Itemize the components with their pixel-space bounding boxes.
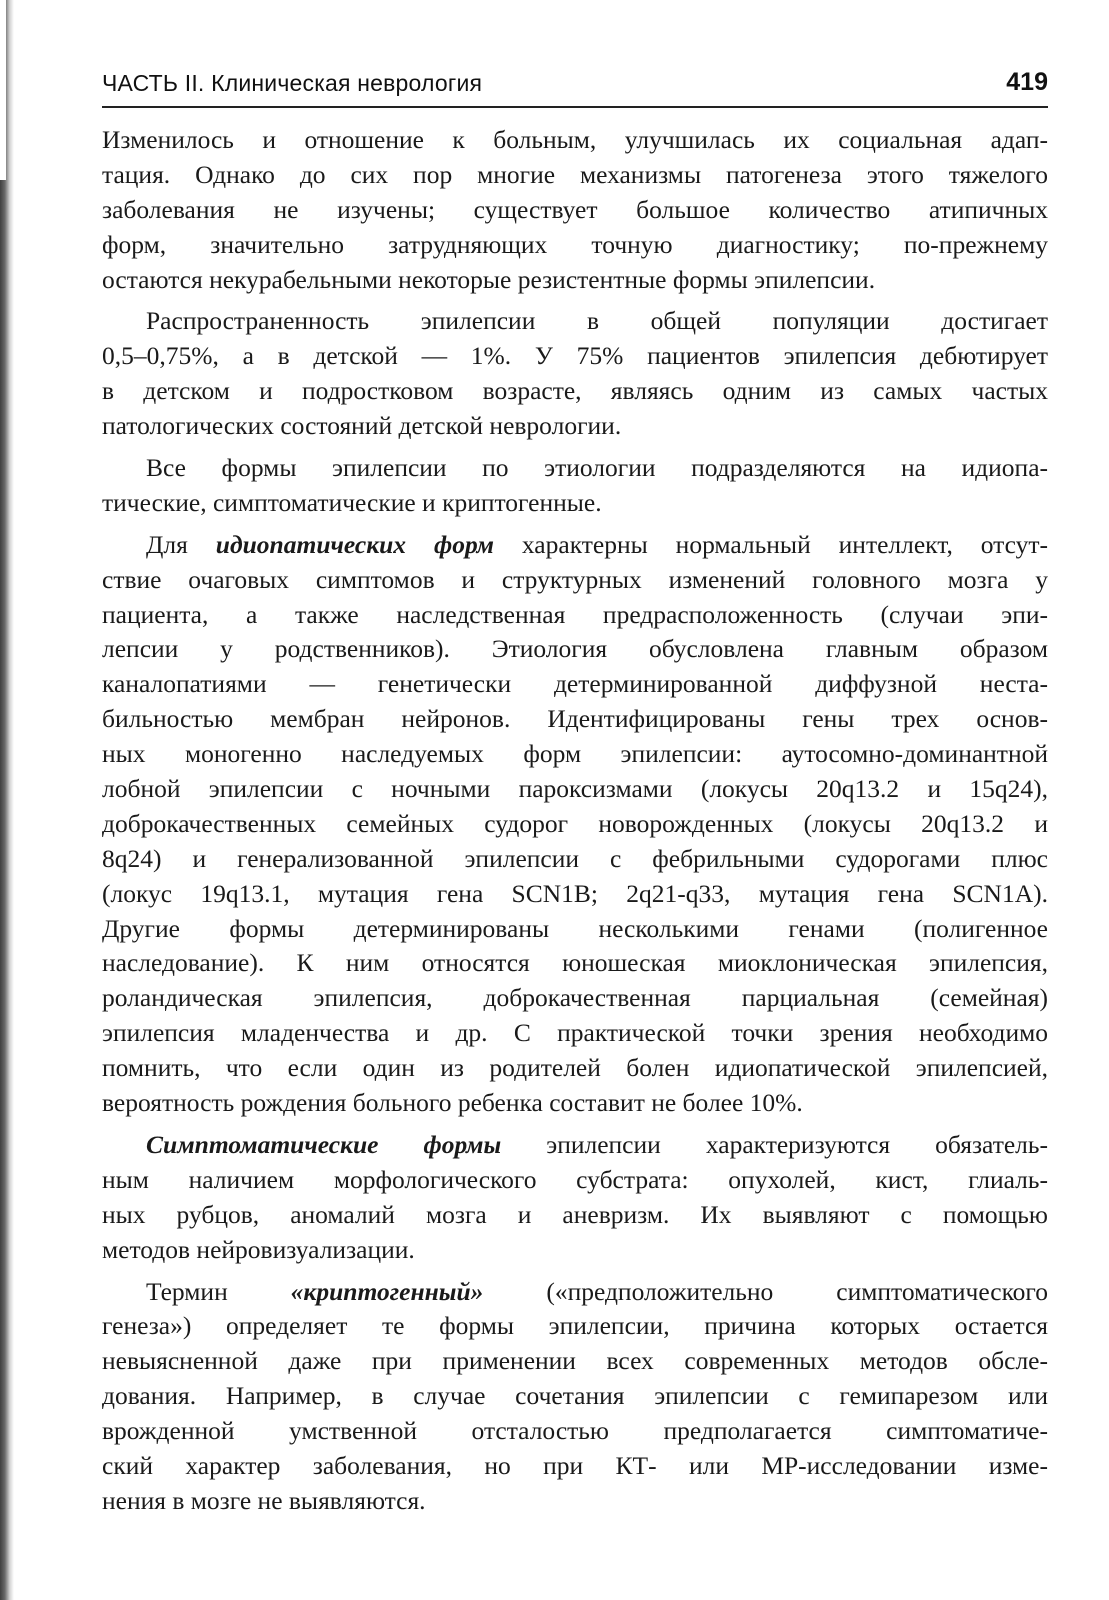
text-run: тация. Однако до сих пор многие механизмы патогенеза этого тяжелого xyxy=(102,159,1048,189)
text-run: роландическая эпилепсия, доброкачественная парциальная (семейная) xyxy=(102,983,1048,1013)
paragraph xyxy=(102,123,1048,297)
text-run: (локус 19q13.1, мутация гена SCN1B; 2q21-q33, мутация гена SCN1A). xyxy=(102,878,1048,908)
running-header xyxy=(102,66,1048,108)
text-line xyxy=(102,158,1048,193)
text-line xyxy=(102,772,1048,807)
text-run: Распространенность эпилепсии в общей популяции достигает xyxy=(146,306,1048,336)
text-line xyxy=(102,1163,1048,1198)
text-line xyxy=(102,598,1048,633)
text-run: лепсии у родственников). Этиология обусловлена главным образом xyxy=(102,634,1048,664)
text-run: в детском и подростковом возрасте, являясь одним из самых частых xyxy=(102,376,1048,406)
text-line xyxy=(102,1016,1048,1051)
text-line xyxy=(102,1198,1048,1233)
text-line xyxy=(102,451,1048,486)
emphasized-term: Симптоматические формы xyxy=(146,1129,502,1159)
paragraph xyxy=(102,1128,1048,1268)
text-run: патологических состояний детской неврологии. xyxy=(102,411,622,441)
text-run: 0,5–0,75%, а в детской — 1%. У 75% пациентов эпилепсия дебютирует xyxy=(102,341,1048,371)
text-line xyxy=(102,981,1048,1016)
text-run: ных рубцов, аномалий мозга и аневризм. Их выявляют с помощью xyxy=(102,1199,1048,1229)
text-run: доброкачественных семейных судорог новорожденных (локусы 20q13.2 и xyxy=(102,808,1048,838)
text-run: вероятность рождения больного ребенка составит не более 10%. xyxy=(102,1088,803,1118)
text-run: каналопатиями — генетически детерминированной диффузной неста- xyxy=(102,669,1048,699)
text-line xyxy=(102,1484,1048,1519)
text-run: ствие очаговых симптомов и структурных изменений головного мозга у xyxy=(102,564,1048,594)
text-run: Термин xyxy=(146,1276,291,1306)
text-line xyxy=(102,1086,1048,1121)
text-line xyxy=(102,193,1048,228)
text-line xyxy=(102,1414,1048,1449)
text-run: наследование). К ним относятся юношеская миоклоническая эпилепсия, xyxy=(102,948,1048,978)
text-line xyxy=(102,912,1048,947)
text-line xyxy=(102,123,1048,158)
page-number: 419 xyxy=(1006,68,1048,96)
text-line xyxy=(102,632,1048,667)
paragraph xyxy=(102,528,1048,1121)
text-line xyxy=(102,1128,1048,1163)
text-run: генеза») определяет те формы эпилепсии, причина которых остается xyxy=(102,1311,1048,1341)
paragraph-gap xyxy=(102,1268,1048,1275)
text-run: методов нейровизуализации. xyxy=(102,1234,415,1264)
paragraph xyxy=(102,451,1048,521)
text-run: тические, симптоматические и криптогенные. xyxy=(102,487,602,517)
text-run: эпилепсия младенчества и др. С практической точки зрения необходимо xyxy=(102,1018,1048,1048)
text-line xyxy=(102,842,1048,877)
text-run: лобной эпилепсии с ночными пароксизмами (локусы 20q13.2 и 15q24), xyxy=(102,774,1048,804)
paragraph xyxy=(102,304,1048,444)
text-run: ных моногенно наследуемых форм эпилепсии: аутосомно-доминантной xyxy=(102,739,1048,769)
emphasized-term: «криптогенный» xyxy=(290,1276,484,1306)
text-line xyxy=(102,1275,1048,1310)
text-line xyxy=(102,1344,1048,1379)
text-run: эпилепсии характеризуются обязатель- xyxy=(501,1129,1048,1159)
text-line xyxy=(102,877,1048,912)
emphasized-term: идиопатических форм xyxy=(215,529,494,559)
text-run: пациента, а также наследственная предрасположенность (случаи эпи- xyxy=(102,599,1048,629)
page-binding-shadow xyxy=(0,0,14,1600)
text-line xyxy=(102,374,1048,409)
text-run: Другие формы детерминированы несколькими генами (полигенное xyxy=(102,913,1048,943)
text-line xyxy=(102,1233,1048,1268)
text-line xyxy=(102,667,1048,702)
text-line xyxy=(102,737,1048,772)
text-run: бильностью мембран нейронов. Идентифицированы гены трех основ- xyxy=(102,704,1048,734)
page-binding-gap xyxy=(0,0,6,180)
text-line xyxy=(102,486,1048,521)
text-line xyxy=(102,409,1048,444)
text-run: дования. Например, в случае сочетания эпилепсии с гемипарезом или xyxy=(102,1381,1048,1411)
paragraph-gap xyxy=(102,444,1048,451)
text-run: ский характер заболевания, но при КТ- или МР-исследовании изме- xyxy=(102,1450,1048,1480)
text-run: заболевания не изучены; существует большое количество атипичных xyxy=(102,194,1048,224)
paragraph-gap xyxy=(102,521,1048,528)
text-line xyxy=(102,1449,1048,1484)
page-body xyxy=(102,123,1048,1519)
text-line xyxy=(102,1379,1048,1414)
text-run: форм, значительно затрудняющих точную диагностику; по-прежнему xyxy=(102,229,1048,259)
text-line xyxy=(102,263,1048,298)
text-line xyxy=(102,1309,1048,1344)
text-run: Все формы эпилепсии по этиологии подразделяются на идиопа- xyxy=(146,453,1048,483)
paragraph xyxy=(102,1275,1048,1519)
text-line xyxy=(102,946,1048,981)
text-run: помнить, что если один из родителей болен идиопатической эпилепсией, xyxy=(102,1053,1048,1083)
text-run: 8q24) и генерализованной эпилепсии с фебрильными судорогами плюс xyxy=(102,843,1048,873)
text-run: остаются некурабельными некоторые резистентные формы эпилепсии. xyxy=(102,264,876,294)
text-line xyxy=(102,339,1048,374)
text-line xyxy=(102,528,1048,563)
text-run: («предположительно симптоматического xyxy=(483,1276,1048,1306)
paragraph-gap xyxy=(102,297,1048,304)
text-line xyxy=(102,702,1048,737)
text-run: врожденной умственной отсталостью предполагается симптоматиче- xyxy=(102,1416,1048,1446)
text-line xyxy=(102,563,1048,598)
text-run: нения в мозге не выявляются. xyxy=(102,1485,426,1515)
text-run: невыясненной даже при применении всех современных методов обсле- xyxy=(102,1346,1048,1376)
paragraph-gap xyxy=(102,1121,1048,1128)
text-run: характерны нормальный интеллект, отсут- xyxy=(493,529,1048,559)
text-run: Для xyxy=(146,529,216,559)
text-run: Изменилось и отношение к больным, улучшилась их социальная адап- xyxy=(102,125,1048,154)
running-header-title: ЧАСТЬ II. Клиническая неврология xyxy=(102,70,483,96)
text-run: ным наличием морфологического субстрата: опухолей, кист, глиаль- xyxy=(102,1164,1048,1194)
text-line xyxy=(102,228,1048,263)
text-line xyxy=(102,807,1048,842)
text-line xyxy=(102,304,1048,339)
text-line xyxy=(102,1051,1048,1086)
